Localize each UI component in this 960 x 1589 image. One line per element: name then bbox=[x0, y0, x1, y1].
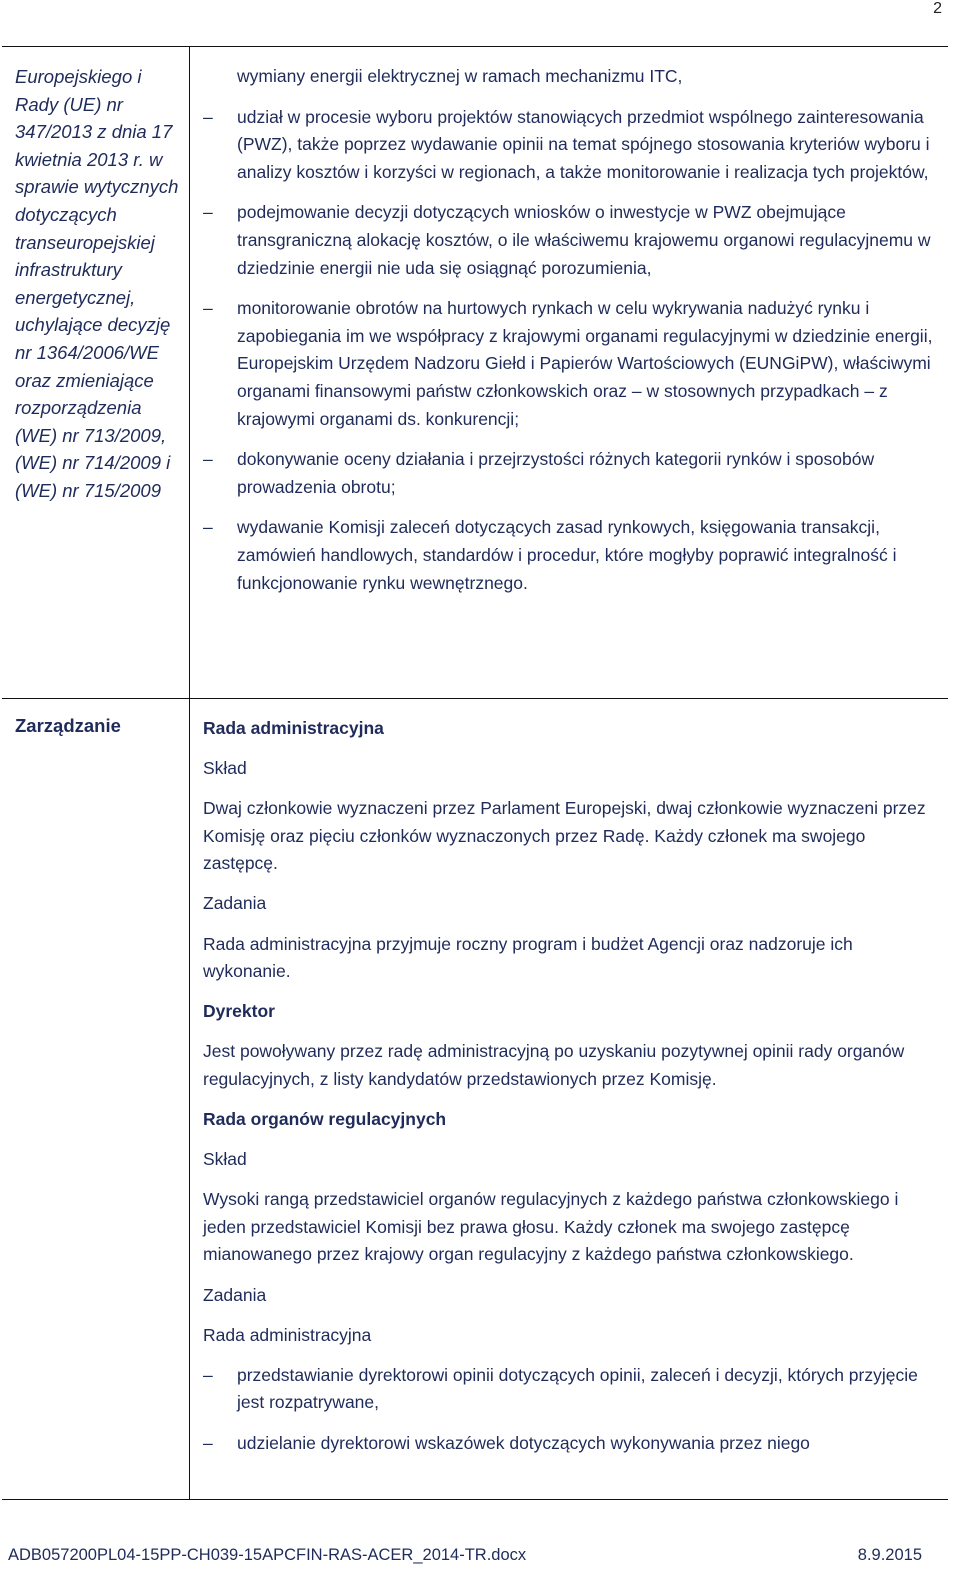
dash-bullet: – bbox=[203, 1432, 213, 1453]
tasks-label: Zadania bbox=[203, 893, 267, 914]
composition-label: Skład bbox=[203, 1149, 247, 1170]
admin-board-heading: Rada administracyjna bbox=[203, 718, 384, 738]
list-item-text: monitorowanie obrotów na hurtowych rynkach w celu wykrywania nadużyć rynku i zapobiegania im we współpracy z krajowymi organami regulacyjnymi w dziedzinie energii, Europejskim Urzędem Nadzoru Giełd i Papierów Wartościowych (EUNGiPW), właściwymi organami finansowymi państw członkowskich oraz – w stosownych przypadkach – z krajowymi organami ds. konkurencji; bbox=[237, 298, 933, 429]
document-table bbox=[2, 46, 948, 1500]
table-row bbox=[2, 47, 948, 699]
list-item bbox=[203, 104, 936, 187]
dash-bullet: – bbox=[203, 106, 213, 127]
list-item-text: podejmowanie decyzji dotyczących wniosków o inwestycje w PWZ obejmujące transgraniczną alokację kosztów, o ile właściwemu krajowemu organowi regulacyjnemu w dziedzinie energii nie uda się osiągnąć porozumienia, bbox=[237, 202, 931, 278]
admin-board-subheading: Rada administracyjna bbox=[203, 1324, 372, 1345]
list-item bbox=[203, 446, 936, 501]
list-item bbox=[203, 295, 936, 433]
dash-bullet: – bbox=[203, 1364, 213, 1385]
list-item bbox=[203, 1362, 936, 1417]
list-item-text: udział w procesie wyboru projektów stanowiących przedmiot wspólnego zainteresowania (PWZ), także poprzez wydawanie opinii na temat spójnego stosowania kryteriów wyboru i analizy kosztów i korzyści w regionach, a także monitorowanie i realizacja tych projektów, bbox=[237, 106, 930, 182]
list-item bbox=[203, 1430, 936, 1458]
director-heading: Dyrektor bbox=[203, 1001, 275, 1022]
dash-bullet: – bbox=[203, 298, 213, 319]
list-item-text: wydawanie Komisji zaleceń dotyczących zasad rynkowych, księgowania transakcji, zamówień handlowych, standardów i procedur, które mogłyby poprawić integralność i funkcjonowanie rynku wewnętrznego. bbox=[237, 517, 897, 593]
list-item-text: dokonywanie oceny działania i przejrzystości różnych kategorii rynków i sposobów prowadzenia obrotu; bbox=[237, 449, 875, 497]
right-cell bbox=[190, 47, 948, 698]
list-item bbox=[203, 514, 936, 597]
composition-label: Skład bbox=[203, 758, 247, 779]
regulators-board-composition: Wysoki rangą przedstawiciel organów regulacyjnych z każdego państwa członkowskiego i jeden przedstawiciel Komisji bez prawa głosu. Każdy członek ma swojego zastępcę mianowanego przez krajowy organ regulacyjny z każdego państwa członkowskiego. bbox=[203, 1189, 899, 1265]
table-row bbox=[2, 699, 948, 1499]
page-footer bbox=[8, 1546, 922, 1565]
dash-bullet: – bbox=[203, 202, 213, 223]
list-item bbox=[203, 199, 936, 282]
footer-date: 8.9.2015 bbox=[857, 1546, 922, 1564]
list-item-text: przedstawianie dyrektorowi opinii dotyczących opinii, zaleceń i decyzji, których przyjęcie jest rozpatrywane, bbox=[237, 1364, 918, 1413]
left-cell bbox=[2, 47, 190, 698]
admin-board-tasks: Rada administracyjna przyjmuje roczny program i budżet Agencji oraz nadzoruje ich wykonanie. bbox=[203, 933, 853, 982]
right-cell bbox=[190, 699, 948, 1499]
footer-filename: ADB057200PL04-15PP-CH039-15APCFIN-RAS-ACER_2014-TR.docx bbox=[8, 1546, 527, 1564]
regulators-board-heading: Rada organów regulacyjnych bbox=[203, 1109, 447, 1130]
admin-board-composition: Dwaj członkowie wyznaczeni przez Parlament Europejski, dwaj członkowie wyznaczeni przez Komisję oraz pięciu członków wyznaczonych przez Radę. Każdy członek ma swojego zastępcę. bbox=[203, 798, 926, 874]
list-item-text: udzielanie dyrektorowi wskazówek dotyczących wykonywania przez niego bbox=[237, 1432, 810, 1453]
section-label-governance: Zarządzanie bbox=[15, 715, 121, 736]
left-cell bbox=[2, 699, 190, 1499]
tasks-label: Zadania bbox=[203, 1284, 267, 1305]
dash-bullet: – bbox=[203, 449, 213, 470]
regulation-reference: Europejskiego i Rady (UE) nr 347/2013 z dnia 17 kwietnia 2013 r. w sprawie wytycznych dotyczących transeuropejskiej infrastruktury energetycznej, uchylające decyzję nr 1364/2006/WE oraz zmieniające rozporządzenia (WE) nr 713/2009, (WE) nr 714/2009 i (WE) nr 715/2009 bbox=[15, 66, 179, 501]
dash-bullet: – bbox=[203, 517, 213, 538]
page-number: 2 bbox=[933, 0, 942, 17]
intro-line: wymiany energii elektrycznej w ramach mechanizmu ITC, bbox=[237, 66, 683, 86]
director-text: Jest powoływany przez radę administracyjną po uzyskaniu pozytywnej opinii rady organów regulacyjnych, z listy kandydatów przedstawionych przez Komisję. bbox=[203, 1041, 905, 1089]
